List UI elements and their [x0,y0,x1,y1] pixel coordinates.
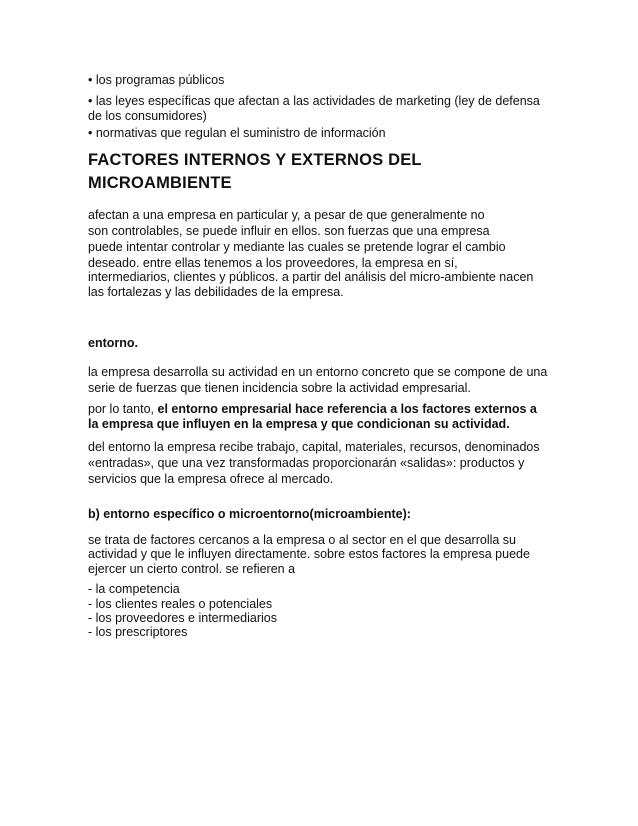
intro-line: las fortalezas y las debilidades de la empresa. [88,285,344,299]
especifico-title: b) entorno específico o microentorno(microambiente): [88,507,411,521]
entorno-title: entorno. [88,336,138,350]
bullet-normativas: • normativas que regulan el suministro de información [88,126,386,140]
intro-line: afectan a una empresa en particular y, a pesar de que generalmente no [88,208,485,222]
entorno-line: la empresa desarrolla su actividad en un entorno concreto que se compone de una [88,365,548,379]
list-item: - los clientes reales o potenciales [88,597,273,611]
intro-line: son controlables, se puede influir en ellos. son fuerzas que una empresa [88,224,490,238]
entradas-line: servicios que la empresa ofrece al mercado. [88,472,334,486]
list-item: - los proveedores e intermediarios [88,611,277,625]
bullet-programas: • los programas públicos [88,73,225,87]
especifico-line: actividad y que le influyen directamente. sobre estos factores la empresa puede [88,547,530,561]
bullet-leyes: • las leyes específicas que afectan a las actividades de marketing (ley de defensa [88,94,540,108]
bullet-leyes-cont: de los consumidores) [88,109,207,123]
intro-line: intermediarios, clientes y públicos. a partir del análisis del micro-ambiente nacen [88,270,534,284]
section-heading-line1: FACTORES INTERNOS Y EXTERNOS DEL [88,151,422,169]
list-item: - la competencia [88,582,180,596]
por-lo-tanto-prefix: por lo tanto, [88,402,158,416]
entorno-line: serie de fuerzas que tienen incidencia sobre la actividad empresarial. [88,381,471,395]
entradas-line: «entradas», que una vez transformadas proporcionarán «salidas»: productos y [88,456,525,470]
especifico-line: ejercer un cierto control. se refieren a [88,562,296,576]
por-lo-tanto-bold-1: el entorno empresarial hace referencia a los factores externos a [157,402,537,416]
intro-line: puede intentar controlar y mediante las cuales se pretende lograr el cambio [88,240,506,254]
especifico-line: se trata de factores cercanos a la empresa o al sector en el que desarrolla su [88,533,517,547]
entradas-line: del entorno la empresa recibe trabajo, capital, materiales, recursos, denominados [88,440,540,454]
intro-line: deseado. entre ellas tenemos a los proveedores, la empresa en sí, [88,256,458,270]
list-item: - los prescriptores [88,625,188,639]
section-heading-line2: MICROAMBIENTE [88,174,232,192]
por-lo-tanto-line1 [88,402,537,417]
por-lo-tanto-bold-2: la empresa que influyen en la empresa y que condicionan su actividad. [88,417,510,431]
